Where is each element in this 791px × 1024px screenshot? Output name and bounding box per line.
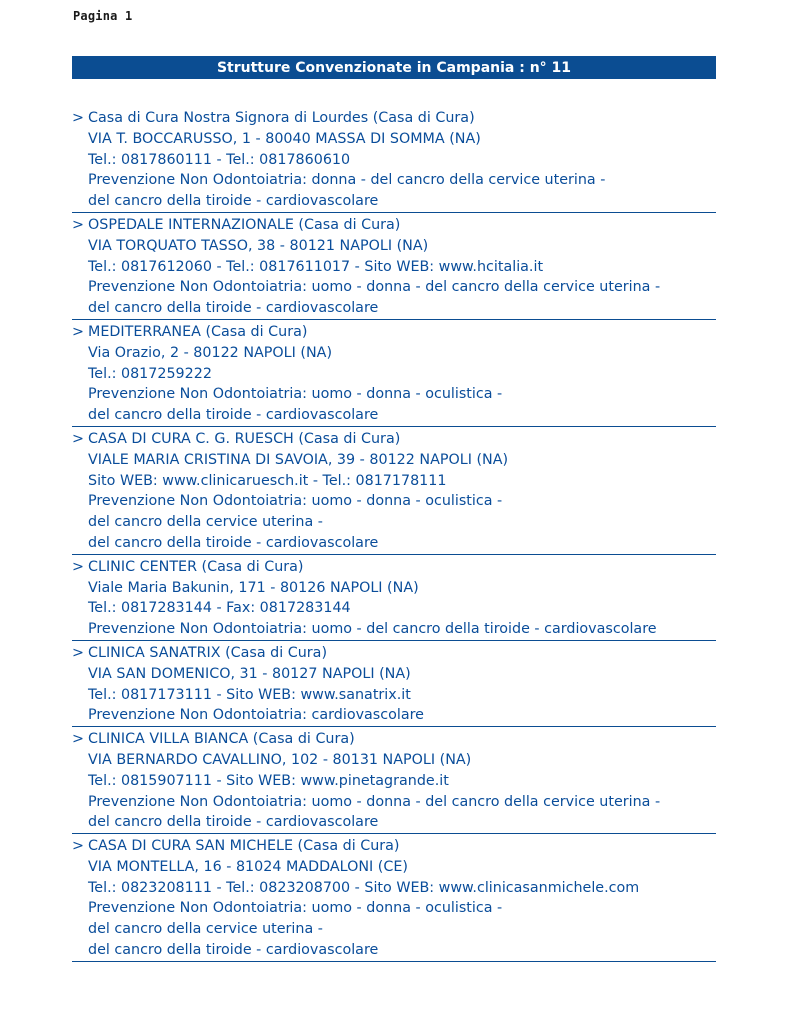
facility-address: VIALE MARIA CRISTINA DI SAVOIA, 39 - 80122 NAPOLI (NA)	[88, 451, 509, 468]
facility-services-line: del cancro della tiroide - cardiovascolare	[88, 534, 379, 551]
facility-services-line: Prevenzione Non Odontoiatria: uomo - donna - oculistica -	[88, 493, 503, 510]
facility-name: CASA DI CURA SAN MICHELE (Casa di Cura)	[88, 838, 400, 855]
facility-contact: Tel.: 0817612060 - Tel.: 0817611017 - Sito WEB: www.hcitalia.it	[88, 258, 544, 275]
facility-contact: Tel.: 0817173111 - Sito WEB: www.sanatrix.it	[88, 686, 411, 703]
bullet-arrow-icon: >	[72, 323, 84, 340]
facility-contact: Tel.: 0823208111 - Tel.: 0823208700 - Sito WEB: www.clinicasanmichele.com	[88, 879, 640, 896]
facility-name: OSPEDALE INTERNAZIONALE (Casa di Cura)	[88, 216, 401, 233]
facility-name: Casa di Cura Nostra Signora di Lourdes (Casa di Cura)	[88, 110, 475, 126]
facility-services-line: Prevenzione Non Odontoiatria: uomo - del cancro della tiroide - cardiovascolare	[88, 621, 657, 638]
facility-name: CLINICA SANATRIX (Casa di Cura)	[88, 644, 328, 661]
facility-entry	[72, 322, 716, 427]
facility-name-row	[72, 729, 716, 750]
facility-address: VIA SAN DOMENICO, 31 - 80127 NAPOLI (NA)	[88, 665, 411, 682]
facility-services-line: Prevenzione Non Odontoiatria: cardiovascolare	[88, 707, 424, 724]
bullet-arrow-icon: >	[72, 644, 84, 661]
facility-contact: Tel.: 0817283144 - Fax: 0817283144	[88, 600, 351, 617]
facility-entry	[72, 643, 716, 727]
facility-contact: Tel.: 0815907111 - Sito WEB: www.pinetagrande.it	[88, 772, 449, 789]
facility-name-row	[72, 429, 716, 450]
facility-services-line: Prevenzione Non Odontoiatria: uomo - donna - oculistica -	[88, 386, 503, 403]
facility-services-line: del cancro della tiroide - cardiovascolare	[88, 942, 379, 959]
facility-address: VIA TORQUATO TASSO, 38 - 80121 NAPOLI (NA)	[88, 237, 429, 254]
facility-services-line: Prevenzione Non Odontoiatria: uomo - donna - oculistica -	[88, 900, 503, 917]
facility-list	[72, 108, 716, 964]
facility-name-row	[72, 643, 716, 664]
facility-services-line: del cancro della tiroide - cardiovascolare	[88, 814, 379, 831]
facility-contact: Tel.: 0817860111 - Tel.: 0817860610	[88, 151, 351, 168]
facility-name: CLINICA VILLA BIANCA (Casa di Cura)	[88, 731, 355, 748]
facility-address: Viale Maria Bakunin, 171 - 80126 NAPOLI (NA)	[88, 579, 419, 596]
facility-services-line: Prevenzione Non Odontoiatria: uomo - donna - del cancro della cervice uterina -	[88, 793, 661, 810]
facility-entry	[72, 836, 716, 962]
bullet-arrow-icon: >	[72, 216, 84, 233]
bullet-arrow-icon: >	[72, 430, 84, 447]
facility-services-line: del cancro della tiroide - cardiovascolare	[88, 193, 379, 210]
facility-name-row	[72, 836, 716, 857]
facility-entry	[72, 215, 716, 320]
facility-services-line: Prevenzione Non Odontoiatria: donna - del cancro della cervice uterina -	[88, 172, 606, 189]
facility-entry	[72, 729, 716, 834]
facility-name: MEDITERRANEA (Casa di Cura)	[88, 323, 308, 340]
facility-address: VIA MONTELLA, 16 - 81024 MADDALONI (CE)	[88, 858, 408, 875]
section-title: Strutture Convenzionate in Campania : n° 11	[216, 59, 572, 76]
facility-services-line: del cancro della tiroide - cardiovascolare	[88, 407, 379, 424]
facility-name: CASA DI CURA C. G. RUESCH (Casa di Cura)	[88, 430, 401, 447]
facility-address: Via Orazio, 2 - 80122 NAPOLI (NA)	[88, 344, 333, 361]
section-title-bar	[72, 56, 716, 79]
facility-contact: Sito WEB: www.clinicaruesch.it - Tel.: 0817178111	[88, 472, 447, 489]
facility-entry	[72, 429, 716, 555]
facility-contact: Tel.: 0817259222	[88, 365, 212, 382]
facility-services-line: del cancro della tiroide - cardiovascolare	[88, 300, 379, 317]
facility-address: VIA BERNARDO CAVALLINO, 102 - 80131 NAPOLI (NA)	[88, 751, 472, 768]
facility-services-line: Prevenzione Non Odontoiatria: uomo - donna - del cancro della cervice uterina -	[88, 279, 661, 296]
page-number-label: Pagina 1	[73, 9, 133, 23]
facility-name-row	[72, 215, 716, 236]
facility-name-row	[72, 557, 716, 578]
facility-name-row	[72, 322, 716, 343]
facility-name-row	[72, 108, 716, 129]
bullet-arrow-icon: >	[72, 731, 84, 748]
facility-address: VIA T. BOCCARUSSO, 1 - 80040 MASSA DI SOMMA (NA)	[88, 130, 481, 147]
bullet-arrow-icon: >	[72, 558, 84, 575]
facility-services-line: del cancro della cervice uterina -	[88, 514, 323, 531]
facility-services-line: del cancro della cervice uterina -	[88, 921, 323, 938]
bullet-arrow-icon: >	[72, 110, 84, 126]
facility-name: CLINIC CENTER (Casa di Cura)	[88, 558, 304, 575]
facility-entry	[72, 108, 716, 213]
bullet-arrow-icon: >	[72, 838, 84, 855]
facility-entry	[72, 557, 716, 641]
